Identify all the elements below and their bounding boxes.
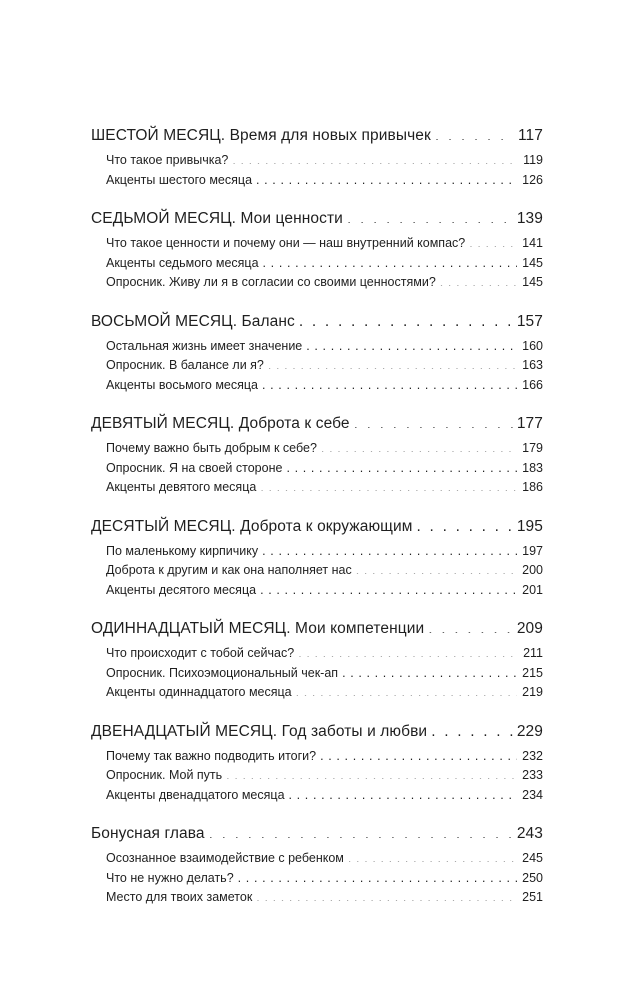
subchapter-page-number: 233 (522, 768, 543, 782)
subchapter-entry[interactable] (91, 171, 543, 191)
subchapter-page-number: 234 (522, 787, 543, 802)
chapter-title: ШЕСТОЙ МЕСЯЦ. Время для новых привычек (91, 127, 431, 144)
subchapter-entry[interactable] (91, 869, 543, 889)
subchapter-entry[interactable] (91, 254, 543, 274)
chapter-title: ДЕСЯТЫЙ МЕСЯЦ. Доброта к окружающим (91, 517, 413, 535)
subchapter-page-number: 232 (522, 748, 543, 763)
subchapter-title: Что такое ценности и почему они — наш внутренний компас? (106, 236, 466, 250)
chapter-entry[interactable] (91, 412, 543, 436)
subchapter-entry[interactable] (91, 888, 543, 908)
toc-section-tenth-month (91, 515, 543, 601)
chapter-page-number: 229 (516, 722, 543, 740)
subchapter-title: Почему так важно подводить итоги? (106, 748, 317, 763)
chapter-page-number: 243 (516, 825, 543, 842)
dot-leader (296, 684, 517, 697)
toc-section-ninth-month (91, 412, 543, 498)
toc-section-bonus (91, 822, 543, 908)
subchapter-entry[interactable] (91, 273, 543, 293)
subchapter-title: Акценты одиннадцатого месяца (106, 685, 292, 699)
dot-leader (232, 152, 517, 165)
dot-leader (299, 310, 513, 326)
dot-leader (226, 767, 517, 780)
dot-leader (260, 581, 517, 594)
subchapter-title: Что происходит с тобой сейчас? (106, 646, 295, 660)
subchapter-title: Акценты шестого месяца (106, 172, 253, 187)
subchapter-page-number: 183 (522, 460, 543, 475)
subchapter-page-number: 197 (522, 543, 543, 558)
dot-leader (342, 664, 517, 677)
subchapter-title: Остальная жизнь имеет значение (106, 338, 303, 353)
subchapter-page-number: 160 (522, 338, 543, 353)
dot-leader (289, 786, 517, 799)
toc-section-eleventh-month (91, 617, 543, 703)
chapter-entry[interactable] (91, 720, 543, 744)
subchapter-title: Опросник. Мой путь (106, 768, 223, 782)
chapter-title: ДВЕНАДЦАТЫЙ МЕСЯЦ. Год заботы и любви (91, 722, 428, 740)
dot-leader (431, 720, 513, 736)
subchapter-entry[interactable] (91, 337, 543, 357)
subchapter-page-number: 251 (522, 890, 543, 904)
subchapter-entry[interactable] (91, 786, 543, 806)
dot-leader (268, 357, 517, 370)
chapter-page-number: 195 (516, 517, 543, 535)
subchapter-page-number: 200 (522, 563, 543, 577)
toc-section-twelfth-month (91, 720, 543, 806)
subchapter-page-number: 186 (522, 480, 543, 494)
subchapter-page-number: 126 (522, 172, 543, 187)
chapter-page-number: 157 (516, 312, 543, 330)
dot-leader (263, 254, 517, 267)
toc-section-seventh-month (91, 207, 543, 293)
chapter-entry[interactable] (91, 617, 543, 641)
subchapter-title: Опросник. Психоэмоциональный чек-ап (106, 665, 339, 680)
subchapter-entry[interactable] (91, 581, 543, 601)
subchapter-title: Опросник. Живу ли я в согласии со своими ценностями? (106, 275, 436, 289)
chapter-title: ОДИННАДЦАТЫЙ МЕСЯЦ. Мои компетенции (91, 620, 425, 637)
dot-leader (262, 376, 517, 389)
subchapter-entry[interactable] (91, 747, 543, 767)
subchapter-title: Акценты седьмого месяца (106, 255, 259, 270)
chapter-title: Бонусная глава (91, 825, 205, 842)
chapter-title: СЕДЬМОЙ МЕСЯЦ. Мои ценности (91, 210, 343, 227)
subchapter-title: Что такое привычка? (106, 153, 229, 167)
subchapter-entry[interactable] (91, 234, 543, 254)
subchapter-title: Опросник. В балансе ли я? (106, 358, 264, 372)
dot-leader (348, 850, 517, 863)
dot-leader (286, 459, 517, 472)
subchapter-entry[interactable] (91, 542, 543, 562)
dot-leader (306, 337, 517, 350)
subchapter-page-number: 145 (522, 255, 543, 270)
subchapter-title: Почему важно быть добрым к себе? (106, 441, 317, 455)
subchapter-page-number: 201 (522, 582, 543, 597)
dot-leader (354, 413, 513, 429)
chapter-entry[interactable] (91, 207, 543, 231)
subchapter-page-number: 163 (522, 358, 543, 372)
chapter-title: ДЕВЯТЫЙ МЕСЯЦ. Доброта к себе (91, 415, 350, 432)
subchapter-page-number: 119 (523, 153, 543, 167)
subchapter-page-number: 211 (523, 646, 543, 660)
chapter-entry[interactable] (91, 310, 543, 334)
subchapter-entry[interactable] (91, 356, 543, 376)
dot-leader (321, 440, 517, 453)
dot-leader (256, 889, 517, 902)
subchapter-entry[interactable] (91, 561, 543, 581)
dot-leader (428, 618, 513, 634)
subchapter-title: Опросник. Я на своей стороне (106, 460, 283, 475)
dot-leader (256, 171, 517, 184)
subchapter-title: Акценты двенадцатого месяца (106, 787, 285, 802)
subchapter-entry[interactable] (91, 151, 543, 171)
subchapter-title: Акценты девятого месяца (106, 480, 257, 494)
dot-leader (298, 645, 517, 658)
chapter-page-number: 139 (516, 210, 543, 227)
subchapter-title: Доброта к другим и как она наполняет нас (106, 563, 352, 577)
subchapter-page-number: 179 (522, 441, 543, 455)
subchapter-title: Акценты восьмого месяца (106, 377, 259, 392)
subchapter-entry[interactable] (91, 849, 543, 869)
subchapter-entry[interactable] (91, 478, 543, 498)
subchapter-page-number: 245 (522, 851, 543, 865)
subchapter-title: По маленькому кирпичику (106, 543, 259, 558)
chapter-page-number: 117 (517, 127, 543, 144)
dot-leader (469, 235, 517, 248)
toc-section-sixth-month (91, 124, 543, 190)
subchapter-page-number: 145 (522, 275, 543, 289)
subchapter-page-number: 215 (522, 665, 543, 680)
subchapter-entry[interactable] (91, 376, 543, 396)
dot-leader (320, 747, 517, 760)
dot-leader (435, 125, 514, 141)
subchapter-title: Осознанное взаимодействие с ребенком (106, 851, 344, 865)
subchapter-entry[interactable] (91, 644, 543, 664)
dot-leader (417, 515, 513, 531)
subchapter-entry[interactable] (91, 439, 543, 459)
dot-leader (356, 562, 517, 575)
subchapter-entry[interactable] (91, 664, 543, 684)
toc-section-eighth-month (91, 310, 543, 396)
dot-leader (347, 208, 513, 224)
chapter-entry[interactable] (91, 124, 543, 148)
chapter-entry[interactable] (91, 515, 543, 539)
chapter-page-number: 177 (516, 415, 543, 432)
dot-leader (260, 479, 517, 492)
subchapter-title: Место для твоих заметок (106, 890, 253, 904)
subchapter-page-number: 141 (522, 236, 543, 250)
subchapter-title: Акценты десятого месяца (106, 582, 257, 597)
table-of-contents (91, 124, 543, 925)
subchapter-page-number: 250 (522, 870, 543, 885)
dot-leader (209, 823, 513, 839)
chapter-page-number: 209 (516, 620, 543, 637)
chapter-entry[interactable] (91, 822, 543, 846)
dot-leader (440, 274, 517, 287)
subchapter-entry[interactable] (91, 459, 543, 479)
subchapter-entry[interactable] (91, 683, 543, 703)
subchapter-entry[interactable] (91, 766, 543, 786)
chapter-title: ВОСЬМОЙ МЕСЯЦ. Баланс (91, 312, 295, 330)
subchapter-page-number: 166 (522, 377, 543, 392)
subchapter-page-number: 219 (522, 685, 543, 699)
dot-leader (238, 869, 517, 882)
subchapter-title: Что не нужно делать? (106, 870, 234, 885)
dot-leader (262, 542, 517, 555)
